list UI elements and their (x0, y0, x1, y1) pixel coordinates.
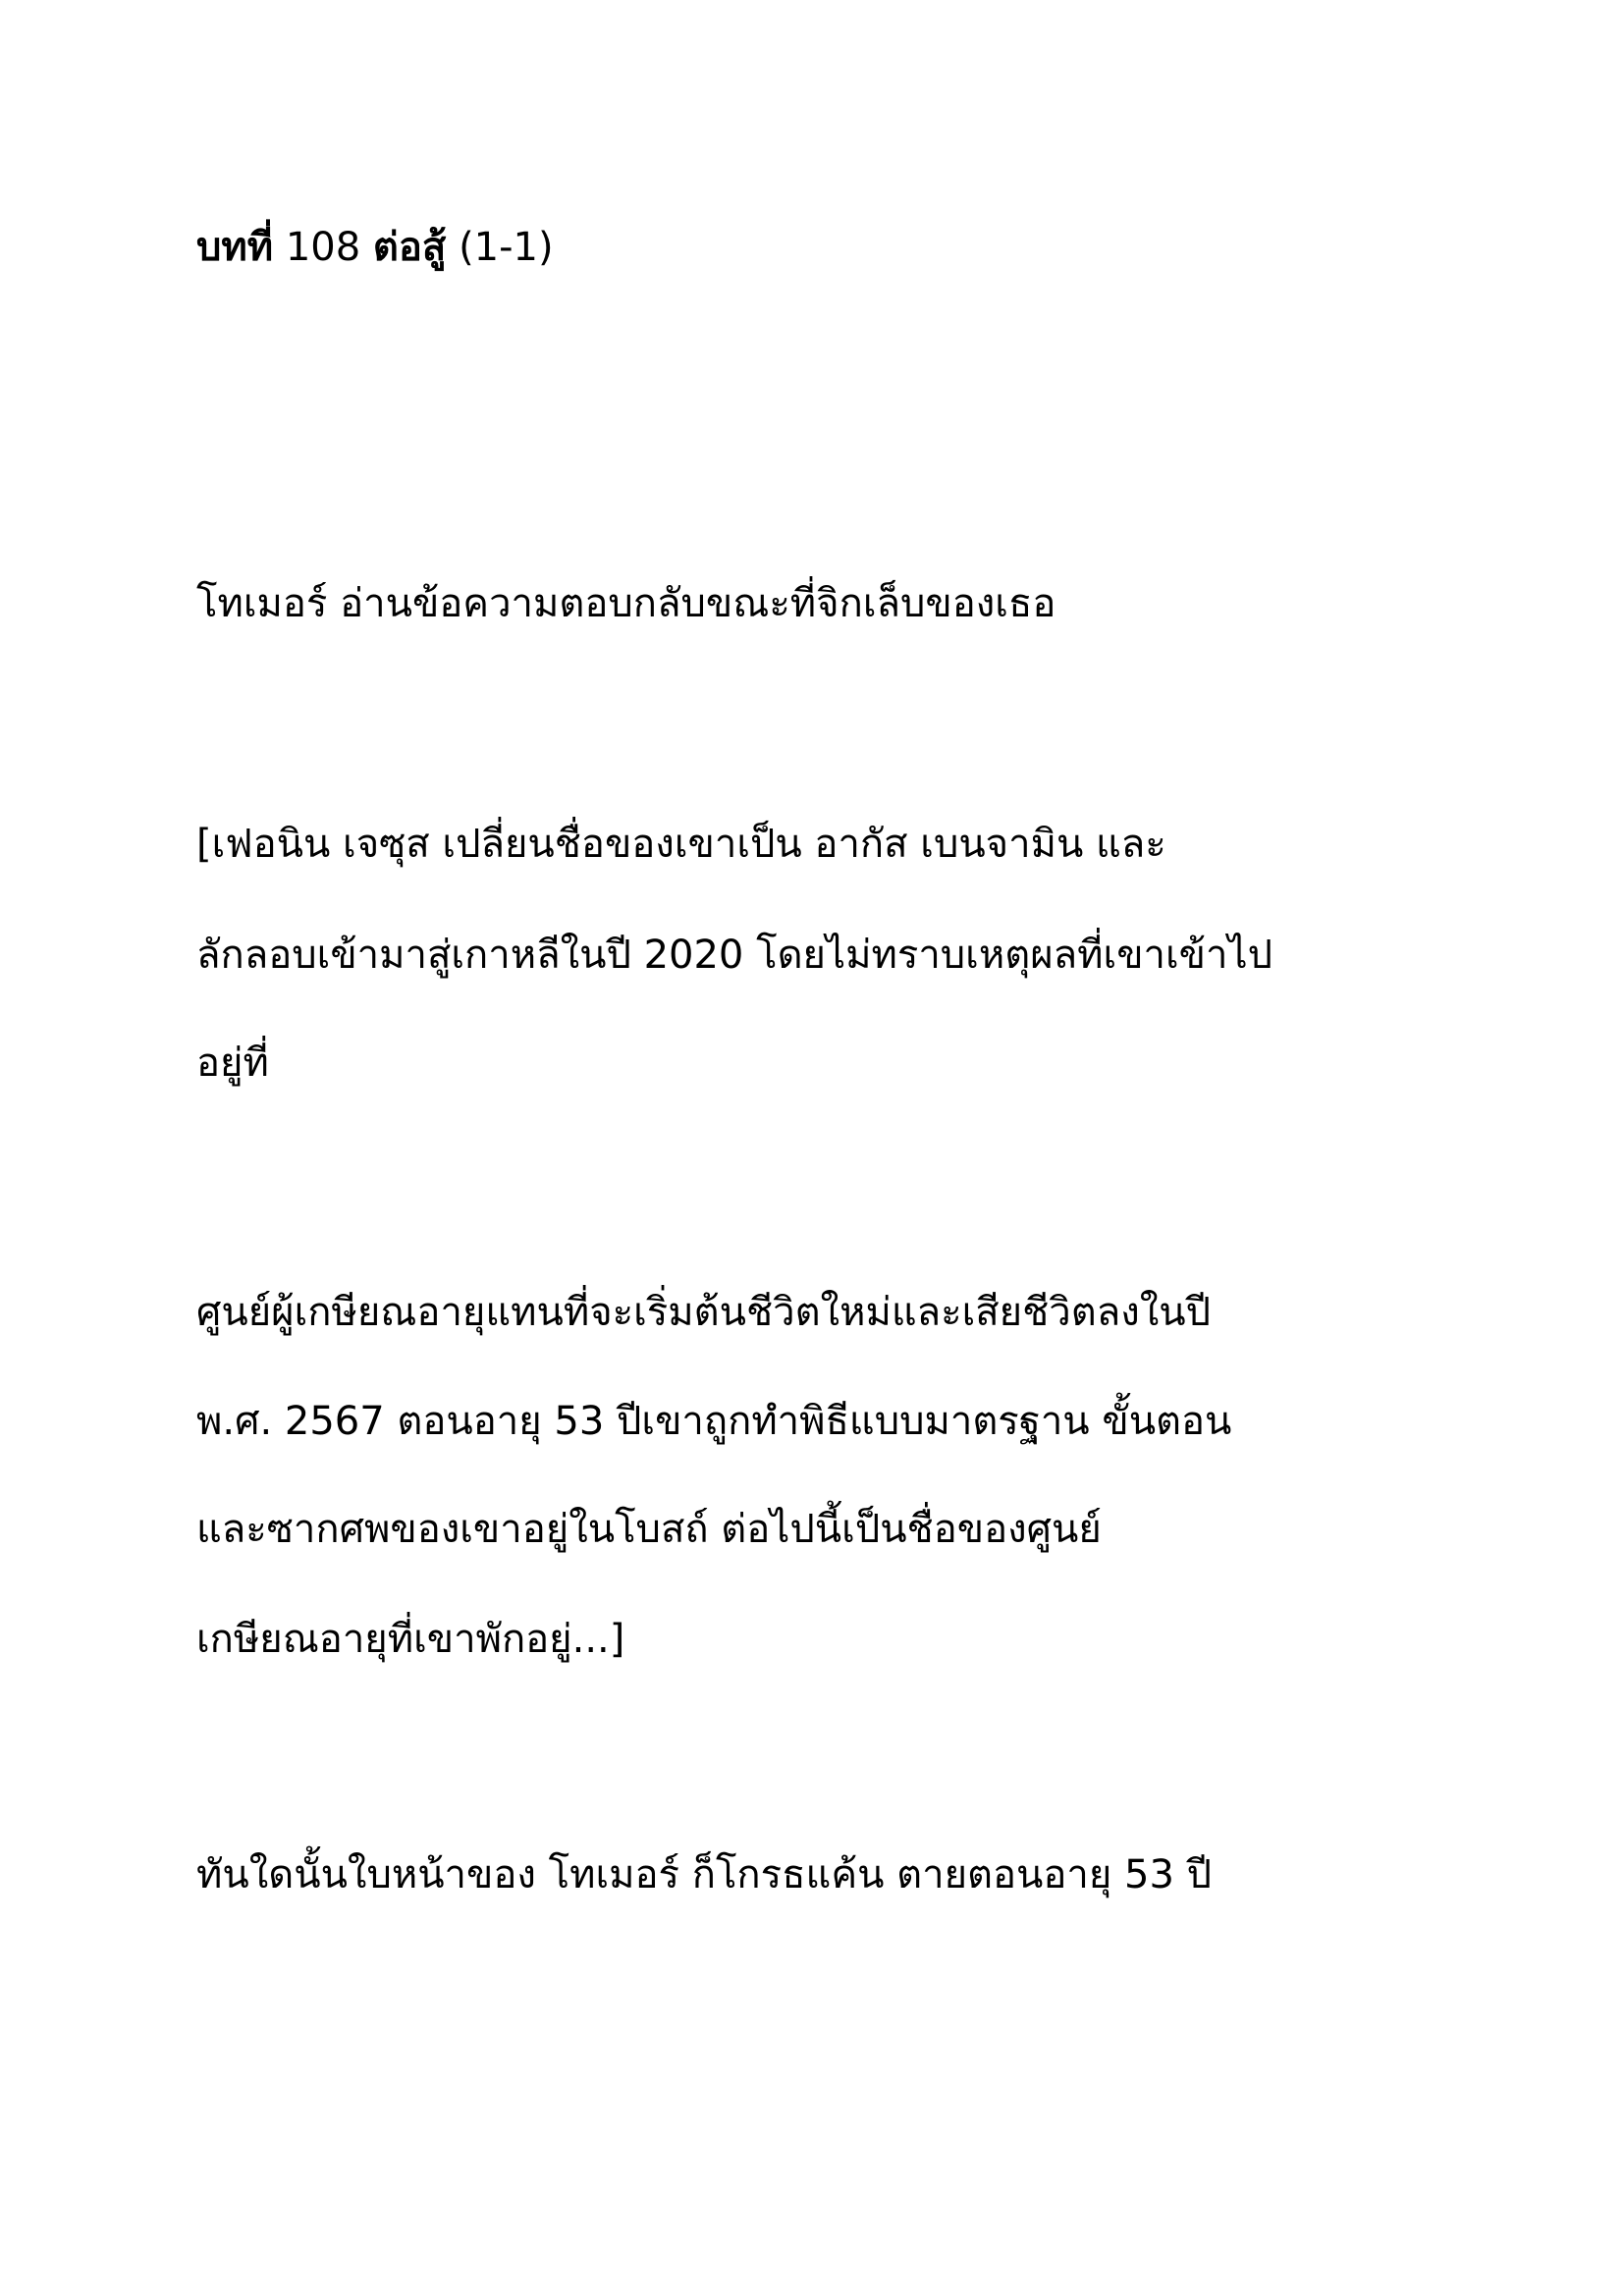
paragraph-2-line-1: [เฟอนิน เจซุส เปลี่ยนชื่อของเขาเป็น อากัส เบนจามิน และ (196, 822, 1166, 867)
chapter-name: ต่อสู้ (372, 225, 447, 270)
paragraph-2-line-3: อยู่ที่ (196, 1041, 269, 1086)
paragraph-3-line-1: ศูนย์ผู้เกษียณอายุแทนที่จะเริ่มต้นชีวิตใหม่และเสียชีวิตลงในปี (196, 1290, 1212, 1335)
chapter-title (196, 218, 554, 277)
chapter-part: (1-1) (459, 225, 554, 270)
paragraph-3-line-4: เกษียณอายุที่เขาพักอยู่...] (196, 1617, 625, 1662)
paragraph-2-line-2: ลักลอบเข้ามาสู่เกาหลีในปี 2020 โดยไม่ทราบเหตุผลที่เขาเข้าไป (196, 933, 1272, 978)
paragraph-3-line-2: พ.ศ. 2567 ตอนอายุ 53 ปีเขาถูกทำพิธีแบบมาตรฐาน ขั้นตอน (196, 1399, 1232, 1444)
paragraph-3-line-3: และซากศพของเขาอยู่ในโบสถ์ ต่อไปนี้เป็นชื่อของศูนย์ (196, 1507, 1102, 1552)
paragraph-1-line-1: โทเมอร์ อ่านข้อความตอบกลับขณะที่จิกเล็บของเธอ (196, 581, 1056, 626)
paragraph-4-line-1: ทันใดนั้นใบหน้าของ โทเมอร์ ก็โกรธแค้น ตายตอนอายุ 53 ปี (196, 1852, 1213, 1897)
chapter-title-prefix: บทที่ (196, 225, 274, 270)
chapter-number: 108 (285, 225, 361, 270)
